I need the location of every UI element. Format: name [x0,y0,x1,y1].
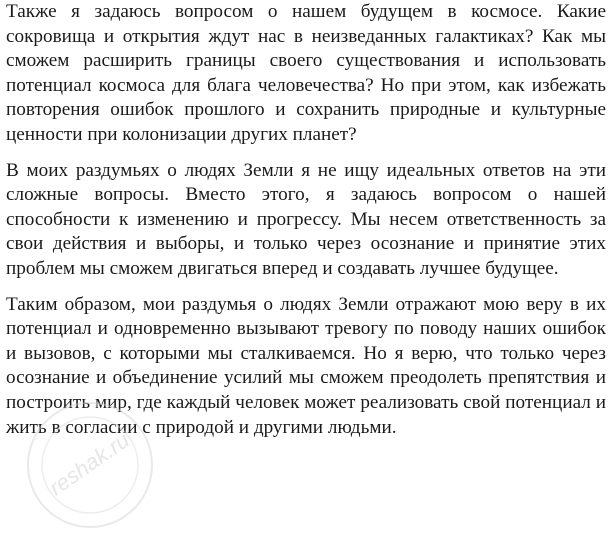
paragraph-3: Таким образом, мои раздумья о людях Земли отражают мою веру в их потенциал и одновременно вызывают тревогу по поводу наших ошибок и вызовов, с которыми мы сталкиваемся. Но я верю, что только через осознание и объединение усилий мы сможем преодолеть препятствия и построить мир, где каждый человек может реализовать свой потенциал и жить в согласии с природой и другими людьми. [6,293,606,438]
document-body [6,0,606,440]
svg-text:reshak.ru: reshak.ru [44,427,134,501]
paragraph-1: Также я задаюсь вопросом о нашем будущем в космосе. Какие сокровища и открытия ждут нас в неизведанных галактиках? Как мы сможем расширить границы своего существования и использовать потенциал космоса для блага человечества? Но при этом, как избежать повторения ошибок прошлого и сохранить природные и культурные ценности при колонизации других планет? [6,1,606,145]
paragraph-2: В моих раздумьях о людях Земли я не ищу идеальных ответов на эти сложные вопросы. Вместо этого, я задаюсь вопросом о нашей способности к изменению и прогрессу. Мы несем ответственность за свои действия и выборы, и только через осознание и принятие этих проблем мы сможем двигаться вперед и создавать лучшее будущее. [6,159,606,279]
